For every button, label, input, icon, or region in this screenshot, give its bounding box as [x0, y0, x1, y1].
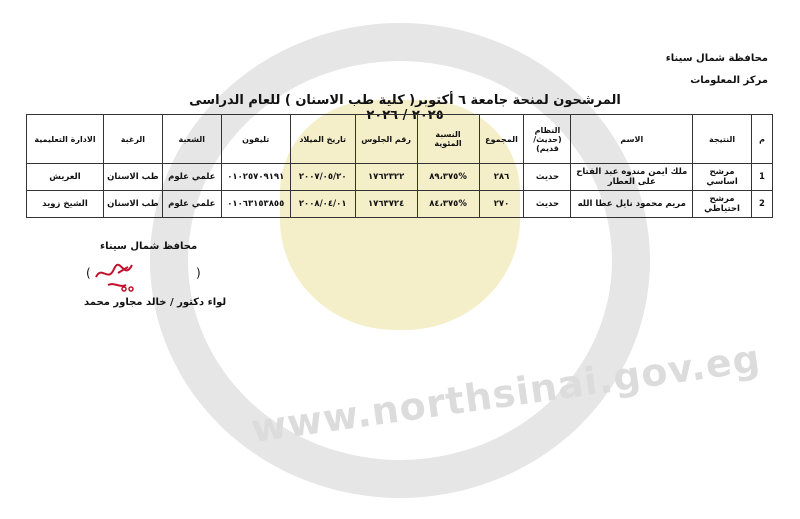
- handwritten-signature: [88, 255, 148, 295]
- cell-index: 2: [752, 191, 773, 218]
- governorate-label: محافظة شمال سيناء: [665, 53, 768, 64]
- signatory-title: محافظ شمال سيناء: [100, 241, 198, 252]
- close-paren: ): [86, 266, 91, 280]
- cell-result: مرشح احتياطي: [693, 191, 752, 218]
- col-birth-date: تاريخ الميلاد: [290, 115, 355, 164]
- cell-phone: ٠١٠٢٥٧٠٩١٩١: [221, 164, 290, 191]
- document-title: المرشحون لمنحة جامعة ٦ أكتوبر( كلية طب الاسنان ) للعام الدراسى ٢٠٢٥ / ٢٠٢٦: [189, 93, 621, 123]
- table-row: [27, 164, 773, 191]
- cell-division: علمي علوم: [162, 191, 221, 218]
- col-system: النظام (حديث/قديم): [524, 115, 571, 164]
- cell-total: ٢٨٦: [479, 164, 524, 191]
- cell-system: حديث: [524, 191, 571, 218]
- cell-system: حديث: [524, 164, 571, 191]
- cell-percentage: %٨٩،٣٧٥: [417, 164, 479, 191]
- col-edu-admin: الادارة التعليمية: [27, 115, 104, 164]
- col-desire: الرغبة: [103, 115, 162, 164]
- cell-desire: طب الاسنان: [103, 191, 162, 218]
- center-label: مركز المعلومات: [690, 75, 768, 86]
- cell-result: مرشح اساسي: [693, 164, 752, 191]
- col-index: م: [752, 115, 773, 164]
- cell-seat-number: ١٧٦٣٧٢٤: [355, 191, 417, 218]
- cell-index: 1: [752, 164, 773, 191]
- col-percentage: النسبة المئوية: [417, 115, 479, 164]
- candidates-table: [26, 114, 773, 218]
- table-header-row: [27, 115, 773, 164]
- cell-name: مريم محمود نايل عطا الله: [571, 191, 693, 218]
- col-phone: تليفون: [221, 115, 290, 164]
- col-division: الشعبة: [162, 115, 221, 164]
- col-total: المجموع: [479, 115, 524, 164]
- signatory-name: لواء دكتور / خالد مجاور محمد: [84, 297, 227, 308]
- table-row: [27, 191, 773, 218]
- open-paren: (: [196, 266, 201, 280]
- watermark-url: www.northsinai.gov.eg: [248, 335, 764, 452]
- cell-seat-number: ١٧٦٢٣٢٢: [355, 164, 417, 191]
- cell-edu-admin: العريش: [27, 164, 104, 191]
- cell-desire: طب الاسنان: [103, 164, 162, 191]
- cell-total: ٢٧٠: [479, 191, 524, 218]
- col-name: الاسم: [571, 115, 693, 164]
- cell-birth-date: ٢٠٠٧/٠٥/٢٠: [290, 164, 355, 191]
- cell-phone: ٠١٠٦٣١٥٣٨٥٥: [221, 191, 290, 218]
- cell-division: علمي علوم: [162, 164, 221, 191]
- cell-edu-admin: الشيخ زويد: [27, 191, 104, 218]
- cell-name: ملك ايمن مندوه عبد الفتاح على العطار: [571, 164, 693, 191]
- cell-birth-date: ٢٠٠٨/٠٤/٠١: [290, 191, 355, 218]
- col-seat-number: رقم الجلوس: [355, 115, 417, 164]
- col-result: النتيجة: [693, 115, 752, 164]
- cell-percentage: %٨٤،٣٧٥: [417, 191, 479, 218]
